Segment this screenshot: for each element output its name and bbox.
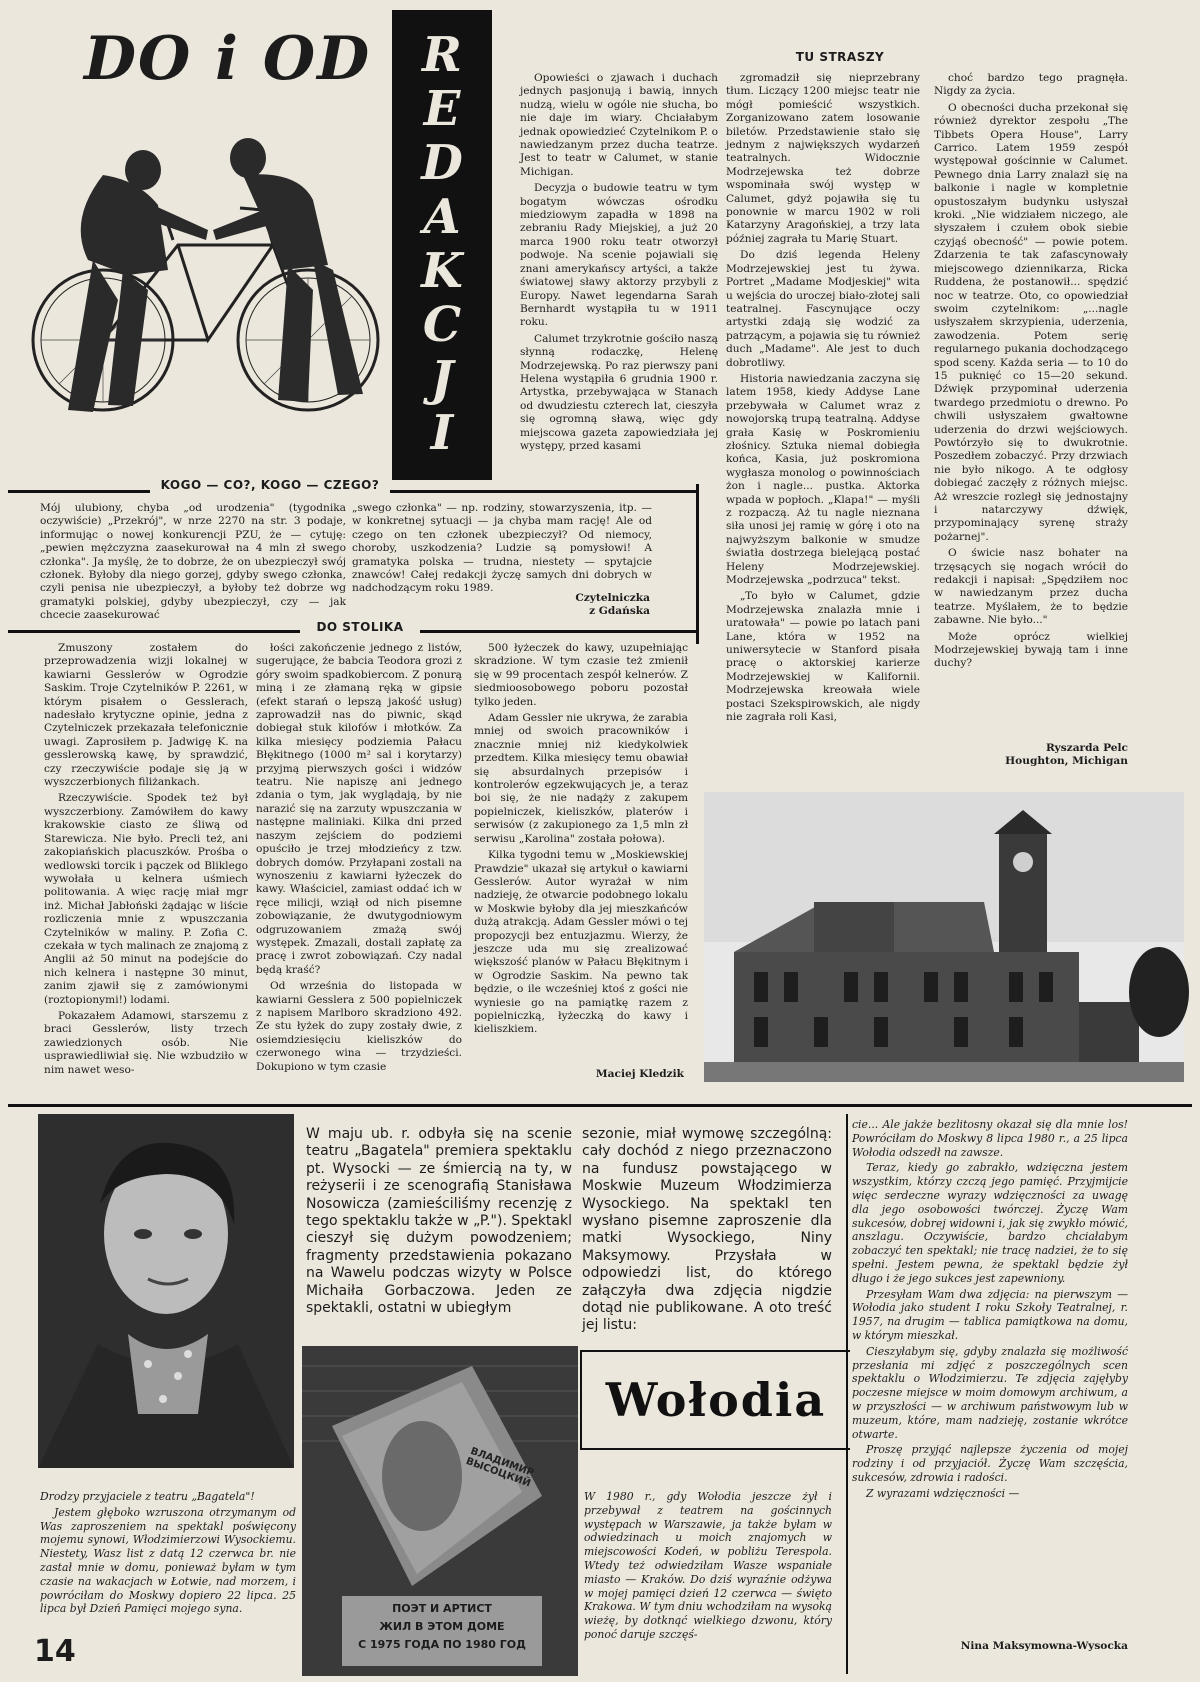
signature-name: Czytelniczka	[575, 592, 650, 604]
signature-name: Ryszarda Pelc	[1045, 742, 1128, 754]
paragraph: Cieszyłabym się, gdyby znalazła się możliwość przesłania mi zdjęć z poszczególnych scen spektaklu o Włodzimierzu. Te zdjęcia zajęłyby poczesne miejsce w moim domowym archiwum, a w przyszłości — w archiwum państwowym lub w muzeum, które, mam nadzieję, zostanie wkrótce otwarte.	[852, 1344, 1128, 1441]
signature-place: Houghton, Michigan	[1005, 755, 1128, 768]
paragraph: cie... Ale jakże bezlitosny okazał się dla mnie los! Powróciłam do Moskwy 8 lipca 1980 r., a 25 lipca Wołodia odszedł na zawsze.	[852, 1118, 1128, 1159]
vertical-letter: A	[423, 189, 461, 245]
paragraph: O obecności ducha przekonał się również dyrektor zespołu „The Tibbets Opera House", Larry Carrico. Latem 1959 zespół występował gościnnie w Calumet. Pewnego dnia Larry znalazł się na balkonie i nagle w kompletnie opustoszałym budynku usłyszał kroki. „Nie widziałem niczego, ale słyszałem i czułem obok siebie czyjąś obecność" — powie potem. Zdarzenia te tak zafascynowały miejscowego dziennikarza, Ricka Ruddena, że postanowił... spędzić noc w teatrze. Oto, co opowiedział swoim czytelnikom: „...nagle usłyszałem skrzypienia, uderzenia, zawodzenia. Potem serię regularnego pukania dochodzącego spod sceny. Każda seria — to 10 do 15 puknięć co 15—20 sekund. Dźwięk przypominał uderzenia twardego przedmiotu o drewno. Po chwili usłyszałem gwałtowne uderzenia do drzwi wejściowych. Powtórzyło się to dwukrotnie. Poszedłem zobaczyć. Przy drzwiach nie było nikogo. A te odgłosy dobiegać zaczęły z różnych miejsc. Aż wreszcie rozległ się jednostajny i natarczywy dźwięk, przypominający syrenę straży pożarnej".	[934, 101, 1128, 543]
paragraph: Kilka tygodni temu w „Moskiewskiej Prawdzie" ukazał się artykuł o kawiarni Gesslerów. Autor wyrażał w nim nadzieję, że otwarcie podobnego lokalu w Moskwie byłoby dla jej mieszkańców dużą atrakcją. Adam Gessler mówi o tej propozycji bez entuzjazmu. Wierzy, że jeszcze uda mu się zrealizować większość planów w Pałacu Błękitnym i w Ogrodzie Saskim. Na pewno tak będzie, o ile wcześniej ktoś z gości nie wyniesie go na pamiątkę razem z popielniczką, łyżeczką do kawy i kieliszkiem.	[474, 849, 688, 1036]
vertical-letter: K	[421, 243, 463, 299]
section-title: DO i OD	[84, 24, 372, 94]
plaque-line: ПОЭТ И АРТИСТ	[392, 1602, 492, 1615]
signature: Maciej Kledzik	[595, 1068, 684, 1080]
intro-column: sezonie, miał wymowę szczególną: cały dochód z niego przeznaczono na fundusz powstającego w Moskwie Muzeum Włodzimierza Wysockiego. Na spektakl ten wysłano pisemne zaproszenie dla matki Wysockiego, Niny Maksymowy. Przysłała w odpowiedzi list, do którego załączyła dwa zdjęcia nigdzie dotąd nie publikowane. A oto treść jej listu:	[582, 1126, 832, 1334]
vertical-letter: C	[422, 297, 462, 353]
signature	[934, 742, 1128, 772]
wolodia-title-box	[580, 1350, 850, 1450]
paragraph: zgromadził się nieprzebrany tłum. Liczący 1200 miejsc teatr nie mógł pomieścić wszystkich. Zorganizowano zatem losowanie biletów. Przedstawienie stało się jednym z największych wydarzeń teatralnych. Widocznie Modrzejewska też dobrze wspominała swój występ w Calumet, gdyż pojawiła się tu ponownie w marcu 1902 w roli Katarzyny Aragońskiej, a trzy lata później zagrała tu Marię Stuart.	[726, 72, 920, 245]
paragraph: Proszę przyjąć najlepsze życzenia od mojej rodziny i od przyjaciół. Życzę Wam szczęścia, sukcesów, zdrowia i radości.	[852, 1443, 1128, 1484]
letter-column	[852, 1118, 1128, 1638]
signature: Nina Maksymowna-Wysocka	[960, 1640, 1128, 1652]
article-heading: KOGO — CO?, KOGO — CZEGO?	[150, 478, 390, 494]
article-column	[474, 642, 688, 1062]
intro-column: W maju ub. r. odbyła się na scenie teatru „Bagatela" premiera spektaklu pt. Wysocki — ze śmiercią na ty, w reżyserii i ze scenografią Stanisława Nosowicza (zamieściliśmy recenzję z tego spektaklu także w „P."). Spektakl cieszył się dużym powodzeniem; fragmenty przedstawienia pokazano na Wawelu podczas wizyty w Polsce Michaiła Gorbaczowa. Jeden ze spektakli, ostatni w ubiegłym	[306, 1126, 572, 1317]
signature	[500, 592, 650, 622]
article-column: Mój ulubiony, chyba „od urodzenia" (tygodnika oczywiście) „Przekrój", w nrze 2270 na str. 3 podaje, informując o nowej konkurencji PZU, że — cytuję: „pewien mężczyzna zaasekurował na 4 mln zł swego członka". Ja myślę, że to dobrze, że on ubezpieczył swój członek. Byłoby dla niego gorzej, gdyby swego członka, czyli penisa nie ubezpieczył, a byłoby też dobrze wg gramatyki polskiej, gdyby ubezpieczył, czy — jak chcecie zaasekurować	[40, 502, 346, 622]
page-number: 14	[34, 1634, 76, 1669]
divider	[846, 1114, 848, 1674]
article-column	[934, 72, 1128, 734]
article-column	[726, 72, 920, 792]
plaque-line: С 1975 ГОДА ПО 1980 ГОД	[358, 1638, 526, 1651]
paragraph: Decyzja o budowie teatru w tym bogatym wówczas ośrodku miedziowym zapadła w 1898 na zebraniu Rady Miejskiej, a już 20 marca 1900 roku teatr otworzył podwoje. Na scenie pojawiali się znani amerykańscy artyści, a także światowej sławy aktorzy przybyli z Europy. Nawet legendarna Sarah Bernhardt wystąpiła tu w 1911 roku.	[520, 182, 718, 329]
letter-column	[40, 1490, 296, 1654]
vertical-letter: D	[421, 135, 463, 191]
vertical-letter: J	[430, 351, 454, 407]
article-heading: TU STRASZY	[760, 50, 920, 66]
bicycle-illustration	[8, 100, 388, 422]
paragraph: Jestem głęboko wzruszona otrzymanym od Was zaproszeniem na spektakl poświęcony mojemu synowi, Włodzimierzowi Wysockiemu. Niestety, Wasz list z datą 12 czerwca br. nie zastał mnie w domu, ponieważ byłam w tym czasie na wakacjach w Łotwie, nad morzem, i powróciłam do Moskwy dopiero 22 lipca. 25 lipca był Dzień Pamięci mojego syna.	[40, 1505, 296, 1616]
paragraph: „To było w Calumet, gdzie Modrzejewska znalazła mnie i uratowała" — powie po latach pani Lane, która w 1952 na uniwersytecie w Stanford pisała pracę o aktorskiej karierze Modrzejewskiej w Kalifornii. Modrzejewska kreowała wiele postaci Szekspirowskich, ale nigdy nie zagrała roli Kasi,	[726, 590, 920, 724]
vertical-title-bar	[392, 10, 492, 480]
article-column	[256, 642, 462, 1080]
paragraph: choć bardzo tego pragnęła. Nigdy za życia.	[934, 72, 1128, 98]
paragraph: Teraz, kiedy go zabrakło, wdzięczna jestem wszystkim, którzy czczą jego pamięć. Przyjmijcie więc serdeczne wyrazy wdzięczności za uwagę dla jego osobowości twórczej. Życzę Wam sukcesów, dobrej widowni i, jak się zwykło mówić, anszlagu. Oczywiście, bardzo chciałabym zobaczyć ten spektakl; nie tracę nadziei, że to się spełni. Jestem pewna, że spektakl będzie żył długo i że jego sukces jest zapewniony.	[852, 1161, 1128, 1285]
plaque-photo	[302, 1346, 578, 1676]
paragraph: Drodzy przyjaciele z teatru „Bagatela"!	[40, 1490, 255, 1503]
letter-column: W 1980 r., gdy Wołodia jeszcze żył i przebywał z teatrem na gościnnych występach w Warszawie, ja także byłam w odwiedzinach u moich znajomych w miejscowości Kodeń, w pobliżu Terespola. Wtedy też odwiedziłam Wasze wspaniałe miasto — Kraków. Do dziś wyraźnie odżywa w mojej pamięci dzień 12 czerwca — święto Krakowa. W tym dniu wchodziłam na wysoką wieżę, by dotknąć wielkiego dzwonu, który ponoć daruje szczęś-	[584, 1490, 832, 1641]
paragraph: Rzeczywiście. Spodek też był wyszczerbiony. Zamówiłem do kawy krakowskie ciasto ze śliwą od Starewicza. Nie było. Precli też, ani zakopiańskich placuszków. Prośba o wedlowski torcik i pączek od Bliklego wywołała u kelnera uśmiech politowania. A więc rację miał mgr inż. Michał Jabłoński żądając w liście rozliczenia mnie z wpuszczania Czytelników w maliny. P. Zofia C. czekała w tych malinach ze znajomą z Anglii aż 50 minut na podejście do nich kelnera i następne 30 minut, zanim zjawił się z zamówionymi (roztopionymi!) lodami.	[44, 792, 248, 1006]
wolodia-title: Wołodia	[605, 1373, 827, 1427]
article-column	[520, 72, 718, 480]
paragraph: Historia nawiedzania zaczyna się latem 1958, kiedy Addyse Lane przebywała w Calumet wraz z nowojorską trupą teatralną. Addyse grała Kasię w Poskromieniu złośnicy. Sztuka niemal dobiegła końca, Kasia, już poskromiona wygłasza monolog o powinnościach żon i nagle... pustka. Aktorka wpada w popłoch. „Klapa!" — myśli z rozpaczą. Aż tu nagle nieznana siła unosi jej ramię w górę i oto na najwyższym balkonie w smudze światła dostrzega bielejącą postać Heleny Modrzejewskiej. Modrzejewska „podrzuca" tekst.	[726, 372, 920, 587]
paragraph: O świcie nasz bohater na trzęsących się nogach wrócił do redakcji i napisał: „Spędziłem noc w nawiedzanym przez ducha teatrze. Myślałem, że to będzie zabawne. Nie było..."	[934, 547, 1128, 627]
paragraph: Opowieści o zjawach i duchach jednych pasjonują i bawią, innych nudzą, wielu w ogóle nie słucha, bo nie daje im wiary. Chciałabym jednak opowiedzieć Czytelnikom P. o nawiedzanym przez ducha teatrze. Jest to teatr w Calumet, w stanie Michigan.	[520, 72, 718, 178]
plaque-text	[346, 1600, 538, 1666]
paragraph: Zmuszony zostałem do przeprowadzenia wizji lokalnej w kawiarni Gesslerów w Ogrodzie Saskim. Troje Czytelników P. 2261, w którym pisałem o Gesslerach, nadesłało krytyczne opinie, jedna z Czytelniczek przekazała telefonicznie uwagi. Zaprosiłem p. Jadwigę K. na gesslerowską kawę, by sprawdzić, czy rzeczywiście podaje się ją w wyszczerbionych filiżankach.	[44, 642, 248, 789]
paragraph: Przesyłam Wam dwa zdjęcia: na pierwszym — Wołodia jako student I roku Szkoły Teatralnej, r. 1957, na drugim — tablica pamiątkowa na domu, w którym mieszkał.	[852, 1287, 1128, 1342]
paragraph: Od września do listopada w kawiarni Gesslera z 500 popielniczek z napisem Marlboro skradziono 492. Ze stu łyżek do zupy zostały dwie, z osiemdziesięciu kieliszków do czerwonego wina — trzydzieści. Dokupiono w tym czasie	[256, 980, 462, 1073]
plaque-name: ВЛАДИМИР ВЫСОЦКИЙ	[464, 1445, 536, 1490]
paragraph: łości zakończenie jednego z listów, sugerujące, że babcia Teodora grozi z góry swoim spadkobiercom. Z ponurą miną i ze złamaną ręką w gipsie (efekt starań o lepszą jakość usług) zaprowadził nas do piwnic, skąd dobiegał stuk kilofów i młotków. Za kilka miesięcy podziemia Pałacu Błękitnego (1000 m² sal i korytarzy) przyjmą pierwszych gości i widzów teatru. Nie napiszę ani jednego zdania o tym, jak wyglądają, by nie narazić się na zarzuty wpuszczania w następne maliniaki. Kilka dni przed naszym zejściem do podziemi opuściło je trzej młodzieńcy z tzw. dobrych domów. Przyłapani zostali na wynoszeniu z kawiarni łyżeczek do kawy. Właściciel, zamiast oddać ich w ręce milicji, wziął od nich pisemne zobowiązanie, że dwutygodniowym odgruzowaniem zmażą swój występek. Zmazali, dostali zapłatę za pracę i zwrot zobowiązań. Czy nadal będą kraść?	[256, 642, 462, 976]
paragraph: Calumet trzykrotnie gościło naszą słynną rodaczkę, Helenę Modrzejewską. Po raz pierwszy pani Helena wystąpiła 6 grudnia 1900 r. Artystka, przebywająca w Stanach od dwudziestu czterech lat, cieszyła się ogromną sławą, więc gdy miejscowa gazeta zapowiedziała jej występy, przed kasami	[520, 332, 718, 452]
vertical-letter: R	[422, 27, 462, 83]
signature-place: z Gdańska	[589, 605, 650, 618]
paragraph: Może oprócz wielkiej Modrzejewskiej bywają tam i inne duchy?	[934, 630, 1128, 670]
divider	[8, 1104, 1192, 1107]
vertical-letter: I	[430, 405, 454, 461]
vertical-letter: E	[423, 81, 461, 137]
paragraph: Adam Gessler nie ukrywa, że zarabia mniej od swoich pracowników i znacznie mniej niż kiedykolwiek przedtem. Kilka miesięcy temu obawiał się absurdalnych przepisów i kontrolerów egzekwujących je, a teraz boi się, że nie nadąży z zakupem popielniczek, kieliszków, platerów i serwisów (z zakupionego za 1,5 mln zł serwisu „Karolina" została połowa).	[474, 712, 688, 845]
paragraph: Z wyrazami wdzięczności —	[866, 1486, 1020, 1500]
paragraph: Pokazałem Adamowi, starszemu z braci Gesslerów, listy trzech zawiedzionych osób. Nie usprawiedliwiał się. Nie wzbudziło w nim nawet weso-	[44, 1009, 248, 1076]
paragraph: Do dziś legenda Heleny Modrzejewskiej jest tu żywa. Portret „Madame Modjeskiej" wita u wejścia do uroczej biało-złotej sali teatralnej. Fascynujące oczy artystki zdają się wodzić za patrzącym, a pojawia się tu również duch „Madame". Ale jest to duch dobrotliwy.	[726, 249, 920, 369]
theatre-photo	[704, 792, 1184, 1082]
portrait-photo	[38, 1114, 294, 1468]
paragraph: 500 łyżeczek do kawy, uzupełniając skradzione. W tym czasie też zmienił się w 99 procentach zespół kelnerów. Z siedmioosobowego poboru pozostał tylko jeden.	[474, 642, 688, 708]
plaque-line: ЖИЛ В ЭТОМ ДОМЕ	[379, 1620, 505, 1633]
article-column	[44, 642, 248, 1080]
article-column: „swego członka" — np. rodziny, stowarzyszenia, itp. — w konkretnej sytuacji — ja chyba mam rację! Ale od czego on ten członek ubezpieczył? Od niemocy, choroby, uszkodzenia? Ludzie są pomysłowi! A gramatyka polska — trudna, niestety — spytajcie znawców! Całej redakcji życzę samych dni dobrych w nadchodzącym roku 1989.	[352, 502, 652, 595]
divider	[696, 484, 699, 644]
article-heading: DO STOLIKA	[300, 620, 420, 636]
